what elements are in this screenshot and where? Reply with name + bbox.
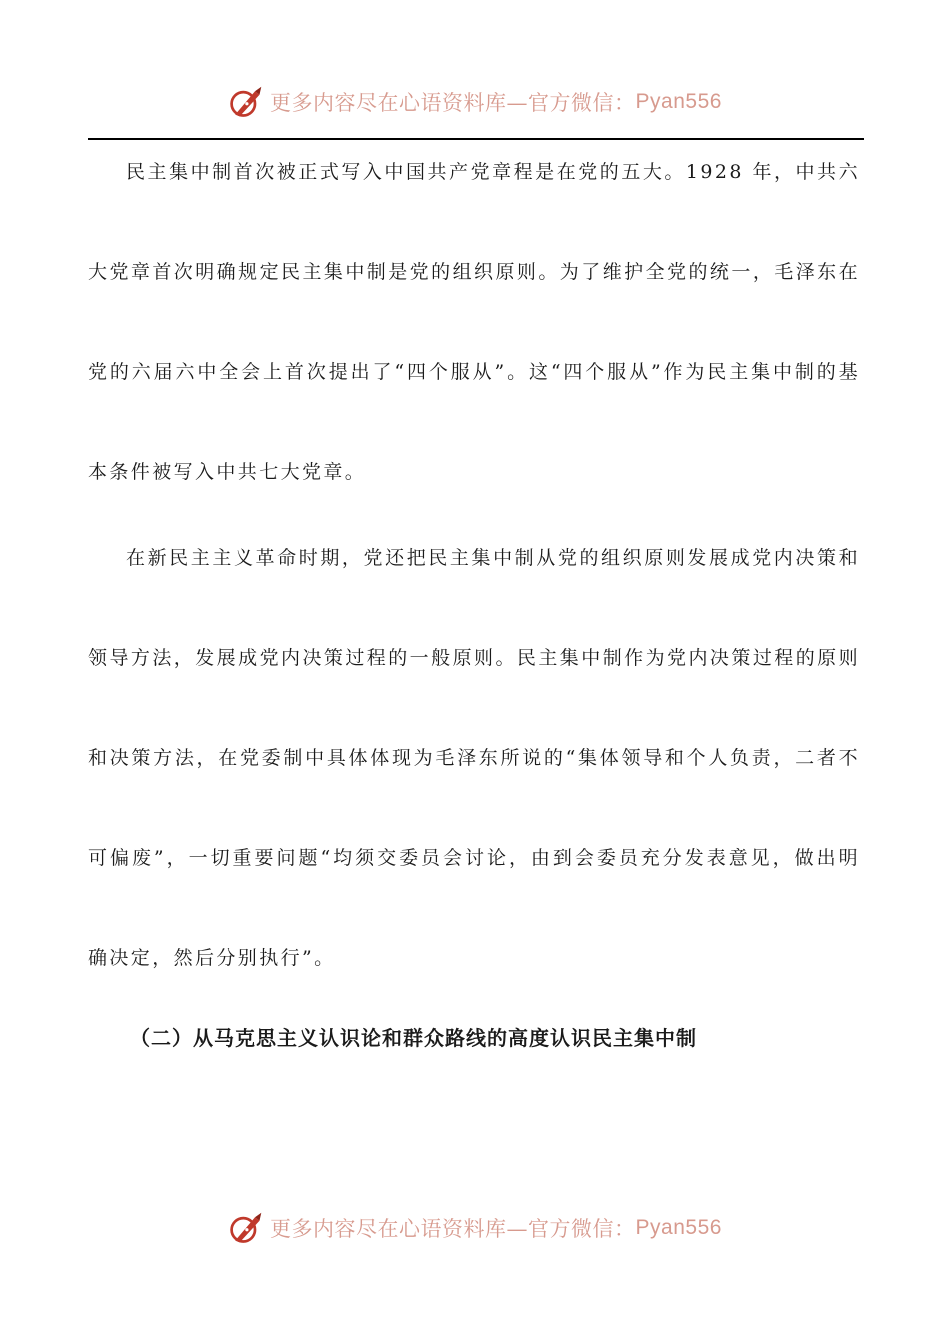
banner-wechat-id: Pyan556 — [635, 90, 722, 113]
banner-wechat-id: Pyan556 — [635, 1216, 722, 1239]
footer-banner — [0, 1208, 950, 1248]
body-paragraph: 在新民主主义革命时期，党还把民主集中制从党的组织原则发展成党内决策和领导方法，发展成党内决策过程的一般原则。民主集中制作为党内决策过程的原则和决策方法，在党委制中具体体现为毛泽东所说的“集体领导和个人负责，二者不可偏废”，一切重要问题“均须交委员会讨论，由到会委员充分发表意见，做出明确决定，然后分别执行”。 — [88, 547, 860, 969]
section-heading: （二）从马克思主义认识论和群众路线的高度认识民主集中制 — [130, 1026, 697, 1050]
pen-logo-icon — [228, 84, 264, 120]
pen-logo-icon — [228, 1210, 264, 1246]
banner-text: 更多内容尽在心语资料库—官方微信： — [270, 1217, 636, 1241]
body-paragraph: 民主集中制首次被正式写入中国共产党章程是在党的五大。1928 年，中共六大党章首次明确规定民主集中制是党的组织原则。为了维护全党的统一，毛泽东在党的六届六中全会上首次提出了“四个服从”。这“四个服从”作为民主集中制的基本条件被写入中共七大党章。 — [88, 161, 860, 483]
banner-text: 更多内容尽在心语资料库—官方微信： — [270, 91, 636, 115]
header-banner — [0, 82, 950, 122]
